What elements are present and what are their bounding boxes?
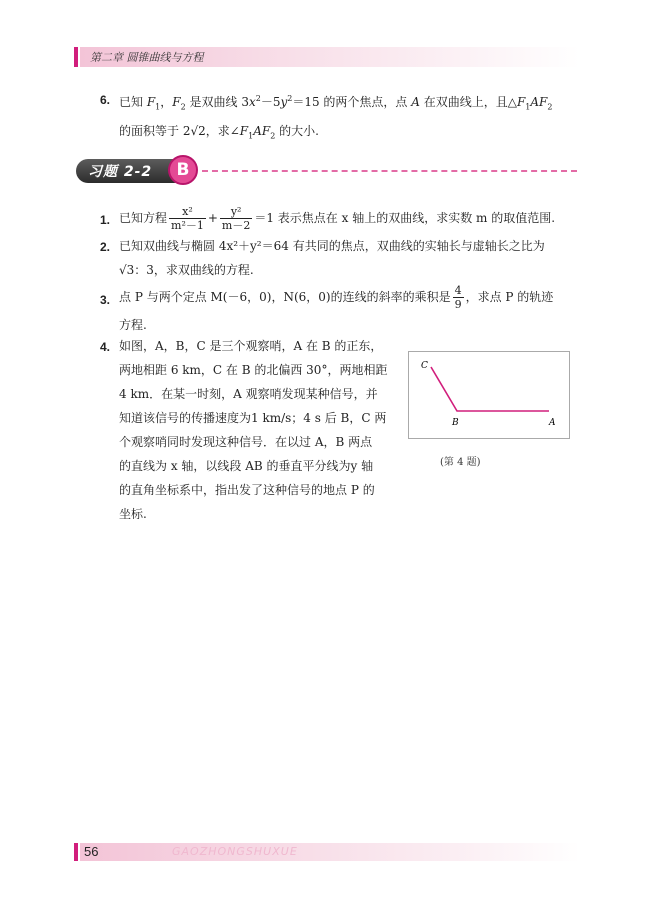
figure-label-b: B xyxy=(452,418,459,428)
figure-path-cba xyxy=(431,367,549,411)
problem-4-line: 知道该信号的传播速度为1 km/s；4 s 后 B，C 两 xyxy=(119,411,387,425)
problem-4-line: 个观察哨同时发现这种信号．在以过 A，B 两点 xyxy=(119,435,373,449)
problem-2-line-1: 已知双曲线与椭圆 4x²＋y²＝64 有共同的焦点，双曲线的实轴长与虚轴长之比为 xyxy=(119,239,545,253)
problem-4-line: 的直角坐标系中，指出发了这种信号的地点 P 的 xyxy=(119,483,375,497)
header-accent-bar xyxy=(74,47,78,67)
problem-4-line: 的直线为 x 轴，以线段 AB 的垂直平分线为y 轴 xyxy=(119,459,374,473)
figure-label-c: C xyxy=(421,361,428,371)
section-badge: B xyxy=(168,155,198,185)
footer-band xyxy=(80,843,580,861)
footer-watermark: GAOZHONGSHUXUE xyxy=(172,845,298,858)
figure-label-a: A xyxy=(549,418,556,428)
figure-caption: (第 4 题) xyxy=(440,457,481,468)
problem-4-line: 两地相距 6 km，C 在 B 的北偏西 30°，两地相距 xyxy=(119,363,388,377)
problem-4-text xyxy=(119,334,409,526)
chapter-title: 第二章 圆锥曲线与方程 xyxy=(90,51,204,64)
problem-6-number: 6. xyxy=(100,93,111,107)
problem-1-text: 已知方程 $\frac{\text{x²}}{\text{m²－1}}$ + $\frac{\text{y²}}{m-2}$ ＝1 表示焦点在 x 轴上的双曲线，求实数 m 的取值范围. xyxy=(119,205,556,232)
problem-4-line: 坐标. xyxy=(119,507,147,521)
problem-3-text xyxy=(119,283,589,339)
figure-diagram xyxy=(409,352,569,438)
footer-accent-bar xyxy=(74,843,78,861)
problem-3-fraction: $\frac{4}{9}$ xyxy=(454,284,462,311)
problem-3-line-1: 点 P 与两个定点 M(－6，0)，N(6，0)的连线的斜率的乘积是 $\frac{4}{9}$ ，求点 P 的轨迹 xyxy=(119,284,554,311)
problem-6-line-2: 的面积等于 2√2，求$\angle F_1AF_2$ 的大小. xyxy=(119,124,319,141)
problem-6-line-1: 已知 $F_1$，$F_2$ 是双曲线 $3x^2-5y^2=15$ 的两个焦点，点 A 在双曲线上，且$\triangle F_1AF_2$ xyxy=(119,94,553,112)
problem-1-number: 1. xyxy=(100,213,111,227)
problem-6-text xyxy=(119,87,589,149)
problem-4-line: 4 km．在某一时刻，A 观察哨发现某种信号，并 xyxy=(119,387,378,401)
section-title: 习题 2-2 xyxy=(88,164,153,180)
problem-1-fraction-1: $\frac{\text{x²}}{\text{m²－1}}$ xyxy=(171,205,204,232)
problem-1-fraction-2: $\frac{\text{y²}}{m-2}$ xyxy=(221,205,251,232)
problem-3-number: 3. xyxy=(100,293,111,307)
page-number: 56 xyxy=(84,844,99,859)
problem-4-line: 如图，A，B，C 是三个观察哨，A 在 B 的正东， xyxy=(119,339,383,353)
problem-3-line-2: 方程. xyxy=(119,318,147,332)
problem-2-text xyxy=(119,234,589,282)
section-dashed-rule xyxy=(202,170,577,172)
problem-2-line-2: √3：3，求双曲线的方程. xyxy=(119,263,254,277)
figure-box xyxy=(408,351,570,439)
problem-4-number: 4. xyxy=(100,340,111,354)
problem-2-number: 2. xyxy=(100,240,111,254)
